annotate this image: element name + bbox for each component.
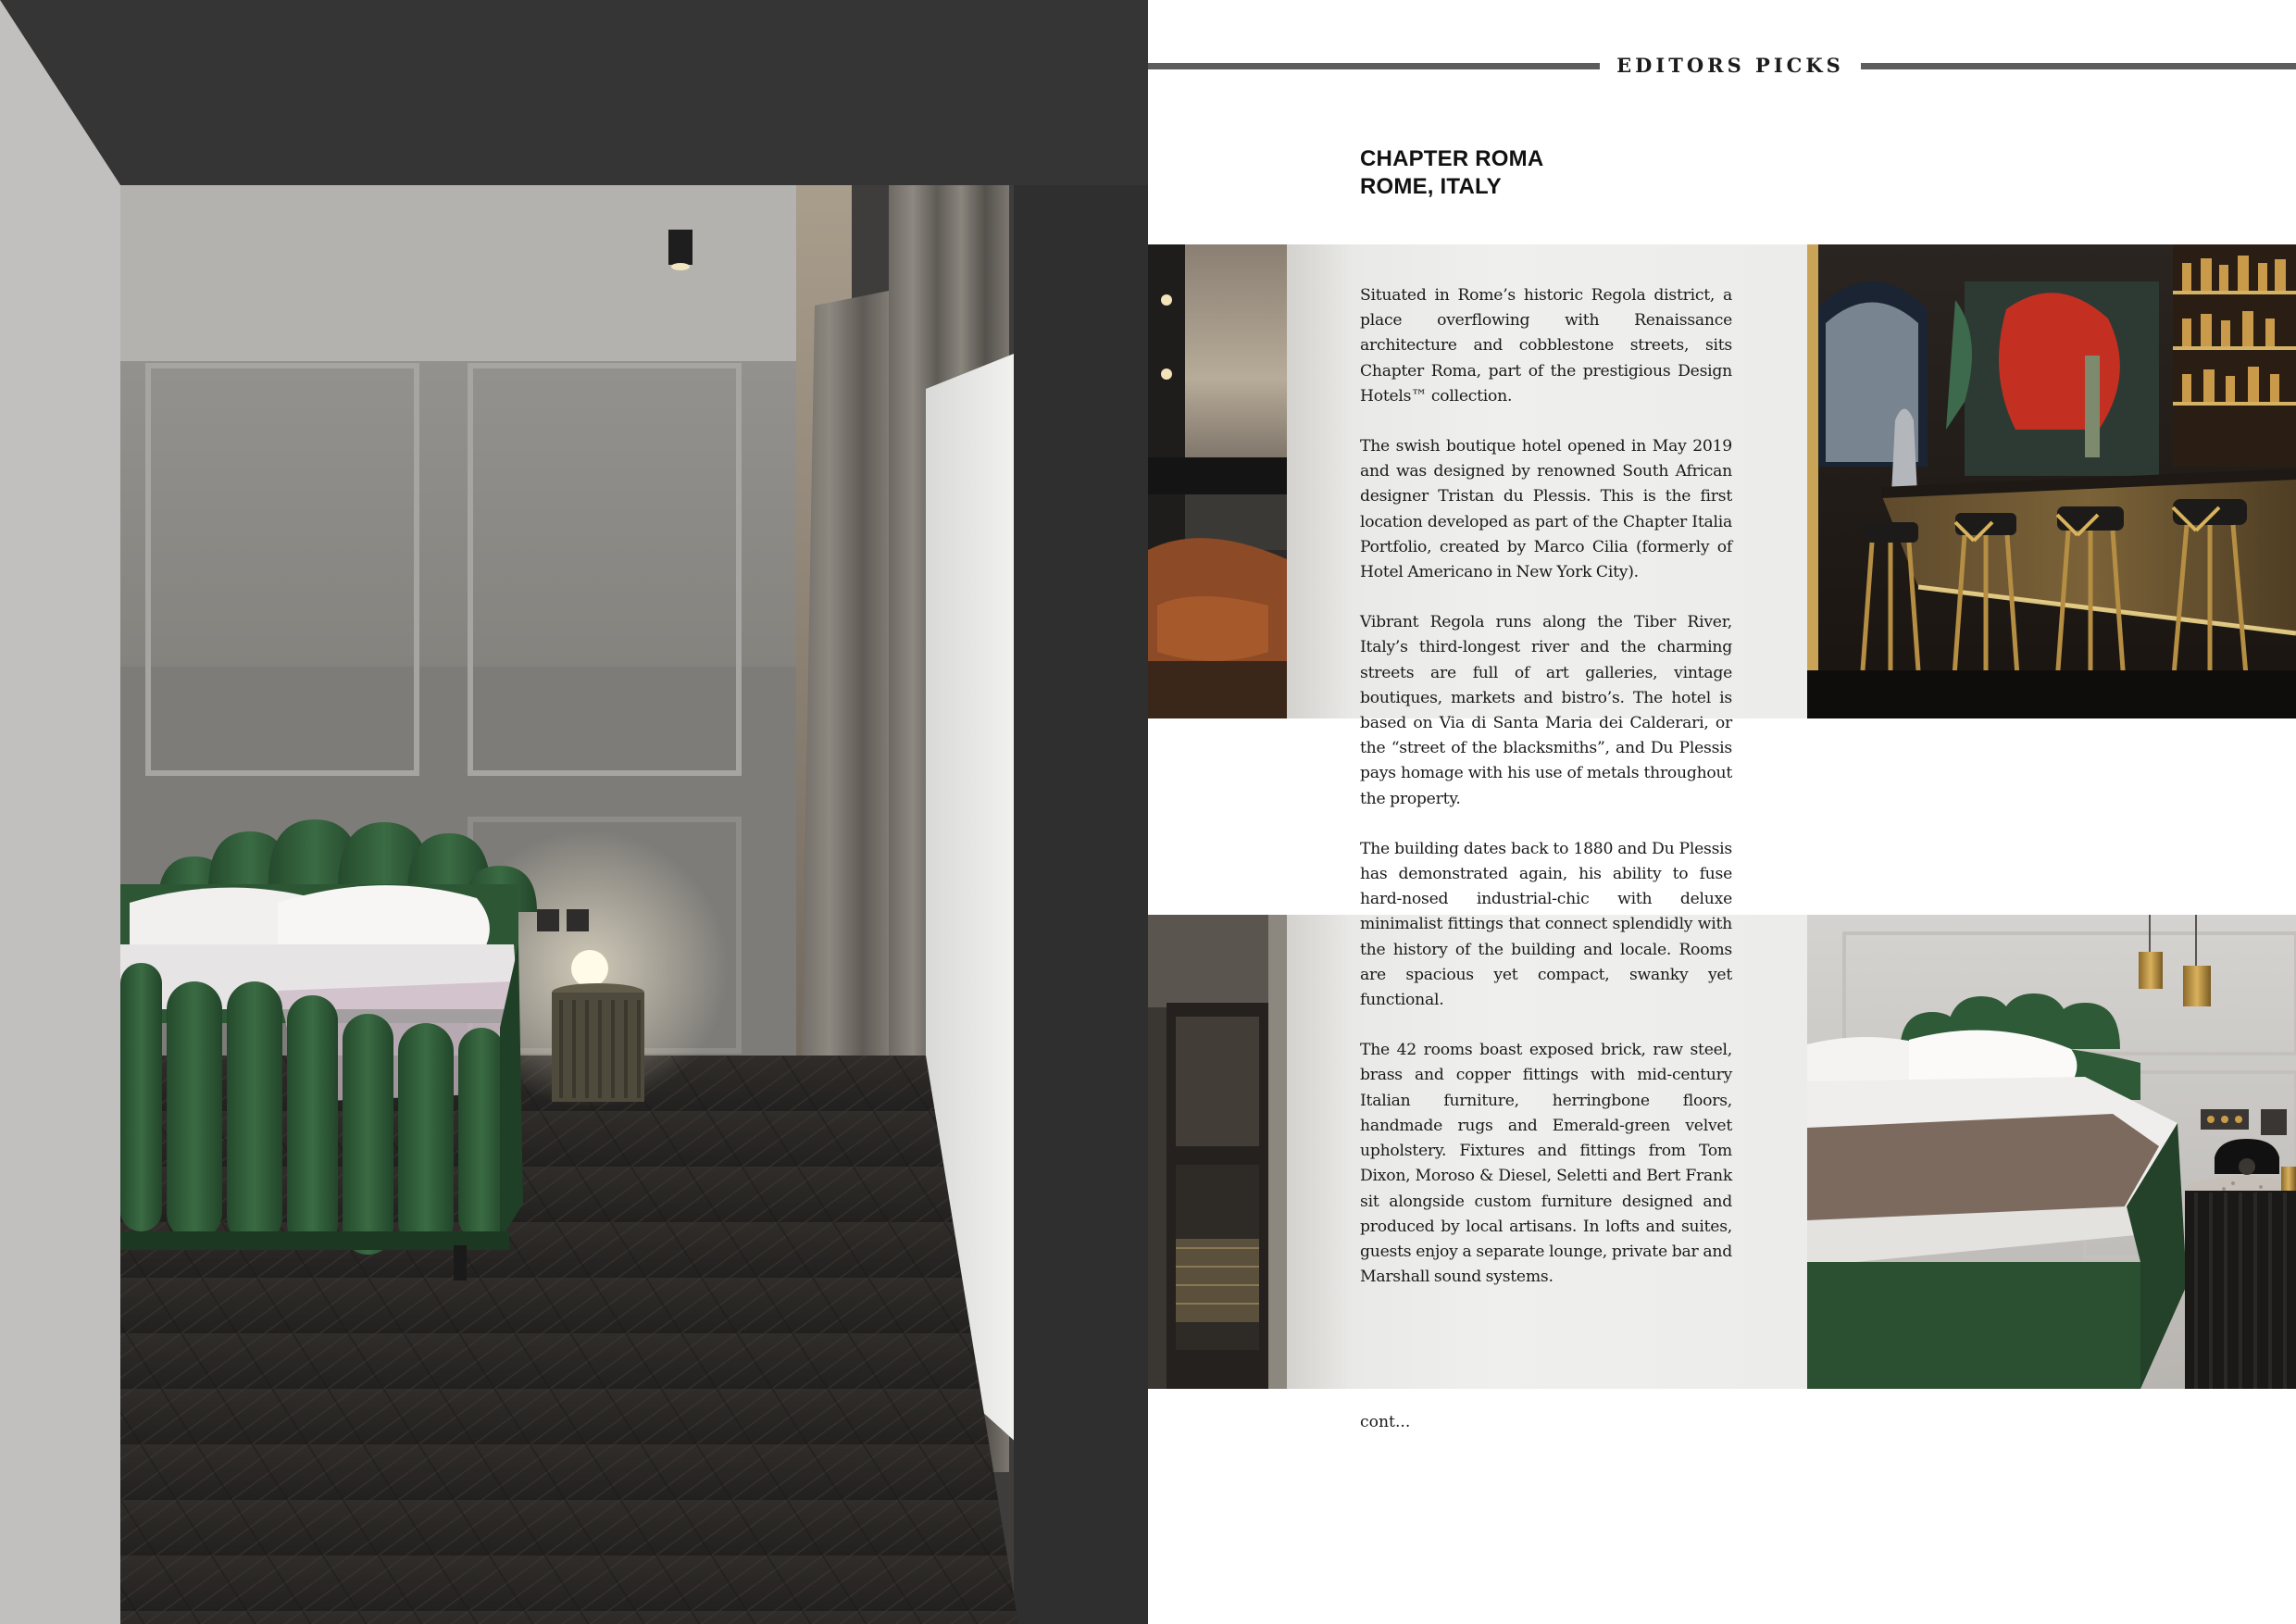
guest-room-photo [1807,915,2296,1389]
article-paragraph: The swish boutique hotel opened in May 2019 and was designed by renowned South African designer Tristan du Plessis. This is the first location developed as part of the Chapter Italia Portfolio, created by Marco Cilia (formerly of Hotel Americano in New York City). [1360,437,1732,582]
bar-photo [1807,244,2296,718]
header-rule-right [1861,63,2296,69]
article-paragraph: The building dates back to 1880 and Du Plessis has demonstrated again, his ability to fuse hard-nosed industrial-chic with deluxe minimalist fittings that connect splendidly with the history of the building and locale. Rooms are spacious yet compact, swanky yet functional. [1360,839,1732,1010]
article-paragraph: Vibrant Regola runs along the Tiber River, Italy’s third-longest river and the charming streets are full of art galleries, vintage boutiques, markets and bistro’s. The hotel is based on Via di Santa Maria dei Calderari, or the “street of the blacksmiths”, and Du Plessis pays homage with his use of metals throughout the property. [1360,613,1732,808]
lobby-photo-strip [1148,244,1287,718]
article-body [1360,283,1732,1315]
continued-marker: cont... [1360,1413,1411,1431]
hallway-photo-strip [1148,915,1287,1389]
article-paragraph: The 42 rooms boast exposed brick, raw steel, brass and copper fittings with mid-century Italian furniture, herringbone floors, handmade rugs and Emerald-green velvet upholstery. Fixtures and fittings from Tom Dixon, Moroso & Diesel, Seletti and Bert Frank sit alongside custom furniture designed and produced by local artisans. In lofts and suites, guests enjoy a separate lounge, private bar and Marshall sound systems. [1360,1041,1732,1287]
header-rule-left [1148,63,1600,69]
hotel-location: ROME, ITALY [1360,174,1502,199]
article-page [1148,0,2296,1624]
section-label: EDITORS PICKS [1616,54,1844,77]
hotel-name: CHAPTER ROMA [1360,146,1544,171]
article-paragraph: Situated in Rome’s historic Regola district, a place overflowing with Renaissance architecture and cobblestone streets, sits Chapter Roma, part of the prestigious Design Hotels™ collection. [1360,286,1732,406]
